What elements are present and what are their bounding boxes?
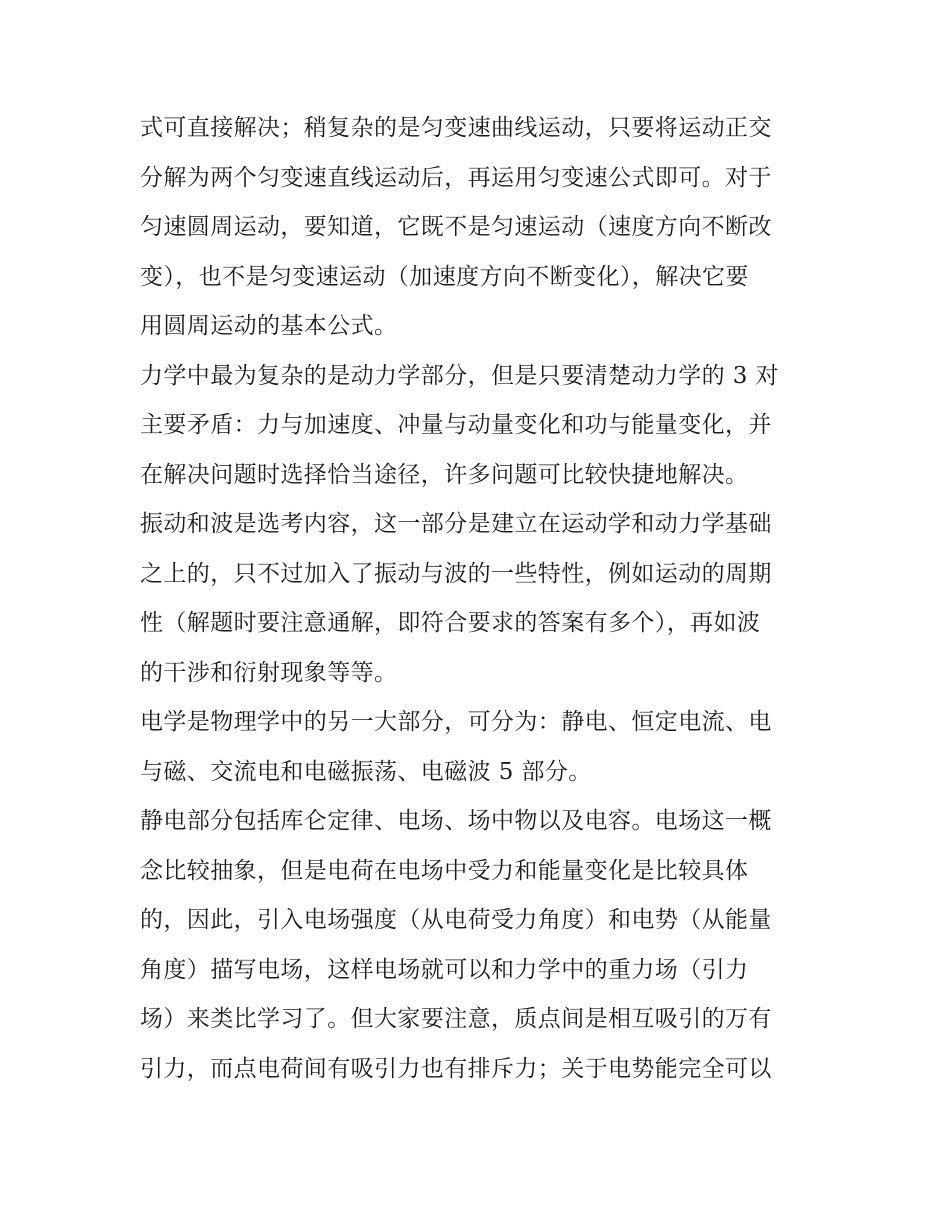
text-line: 力学中最为复杂的是动力学部分，但是只要清楚动力学的 3 对 bbox=[140, 362, 779, 389]
text-line: 角度）描写电场，这样电场就可以和力学中的重力场（引力 bbox=[140, 956, 749, 983]
text-line: 念比较抽象，但是电荷在电场中受力和能量变化是比较具体 bbox=[140, 857, 749, 884]
text-line: 主要矛盾：力与加速度、冲量与动量变化和功与能量变化，并 bbox=[140, 412, 772, 438]
text-line: 匀速圆周运动，要知道，它既不是匀速运动（速度方向不断改 bbox=[140, 214, 772, 240]
text-line: 振动和波是选考内容，这一部分是建立在运动学和动力学基础 bbox=[140, 511, 772, 537]
text-line: 性（解题时要注意通解，即符合要求的答案有多个），再如波 bbox=[140, 610, 761, 636]
text-line: 用圆周运动的基本公式。 bbox=[140, 313, 398, 339]
text-line: 与磁、交流电和电磁振荡、电磁波 5 部分。 bbox=[140, 758, 592, 785]
text-line: 在解决问题时选择恰当途径，许多问题可比较快捷地解决。 bbox=[140, 461, 749, 488]
body-text bbox=[140, 104, 820, 1094]
text-line: 分解为两个匀变速直线运动后，再运用匀变速公式即可。对于 bbox=[140, 164, 772, 191]
text-line: 的，因此，引入电场强度（从电荷受力角度）和电势（从能量 bbox=[140, 907, 772, 933]
text-line: 之上的，只不过加入了振动与波的一些特性，例如运动的周期 bbox=[140, 560, 772, 587]
text-line: 静电部分包括库仑定律、电场、场中物以及电容。电场这一概 bbox=[140, 808, 772, 834]
text-line: 场）来类比学习了。但大家要注意，质点间是相互吸引的万有 bbox=[140, 1006, 772, 1032]
text-line: 式可直接解决；稍复杂的是匀变速曲线运动，只要将运动正交 bbox=[140, 115, 772, 141]
text-line: 电学是物理学中的另一大部分，可分为：静电、恒定电流、电 bbox=[140, 709, 772, 735]
text-line: 的干涉和衍射现象等等。 bbox=[140, 659, 398, 686]
text-line: 变），也不是匀变速运动（加速度方向不断变化），解决它要 bbox=[140, 263, 749, 290]
text-line: 引力，而点电荷间有吸引力也有排斥力；关于电势能完全可以 bbox=[140, 1055, 772, 1082]
